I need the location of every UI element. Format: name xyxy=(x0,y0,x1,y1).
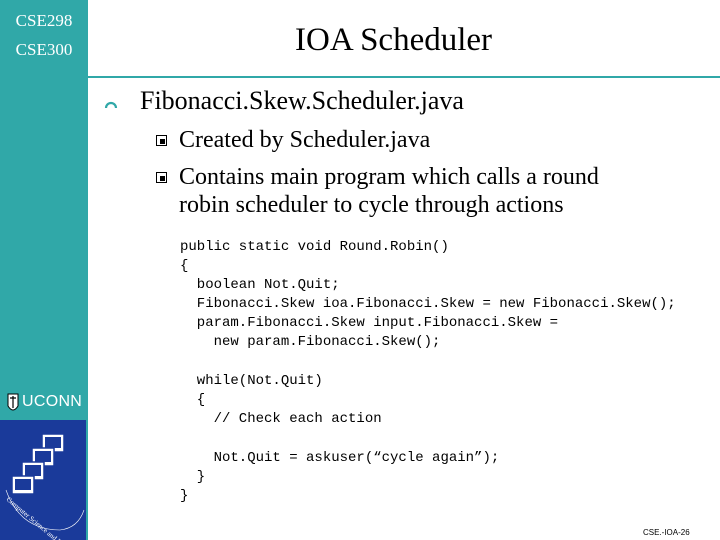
code-line: { xyxy=(180,258,189,274)
sub-bullet-text: Contains main program which calls a round xyxy=(179,164,599,190)
cse-dept-logo-icon xyxy=(0,420,86,540)
page-title: IOA Scheduler xyxy=(295,22,493,58)
code-line: public static void Round.Robin() xyxy=(180,239,449,255)
code-line: Fibonacci.Skew ioa.Fibonacci.Skew = new Fibonacci.Skew(); xyxy=(180,296,676,312)
course-label-2: CSE300 xyxy=(15,40,73,59)
code-line: // Check each action xyxy=(180,411,382,427)
sub-bullet-icon xyxy=(156,172,167,183)
code-line: new param.Fibonacci.Skew(); xyxy=(180,334,441,350)
sub-bullet-text: Created by Scheduler.java xyxy=(179,127,431,153)
code-line: } xyxy=(180,469,206,485)
sub-bullet-icon xyxy=(156,135,167,146)
code-line: param.Fibonacci.Skew input.Fibonacci.Skew = xyxy=(180,315,559,331)
uconn-label: UCONN xyxy=(22,393,83,410)
code-line: Not.Quit = askuser(“cycle again”); xyxy=(180,450,500,466)
main-bullet-icon xyxy=(104,96,118,110)
main-bullet-text: Fibonacci.Skew.Scheduler.java xyxy=(140,86,464,115)
title-divider xyxy=(88,76,720,78)
slide-footer: CSE.-IOA-26 xyxy=(643,528,690,537)
course-label-1: CSE298 xyxy=(15,11,73,30)
code-line: { xyxy=(180,392,206,408)
code-line: while(Not.Quit) xyxy=(180,373,323,389)
sub-bullet-text-continued: robin scheduler to cycle through actions xyxy=(179,192,564,218)
code-line: boolean Not.Quit; xyxy=(180,277,340,293)
code-line: } xyxy=(180,488,189,504)
